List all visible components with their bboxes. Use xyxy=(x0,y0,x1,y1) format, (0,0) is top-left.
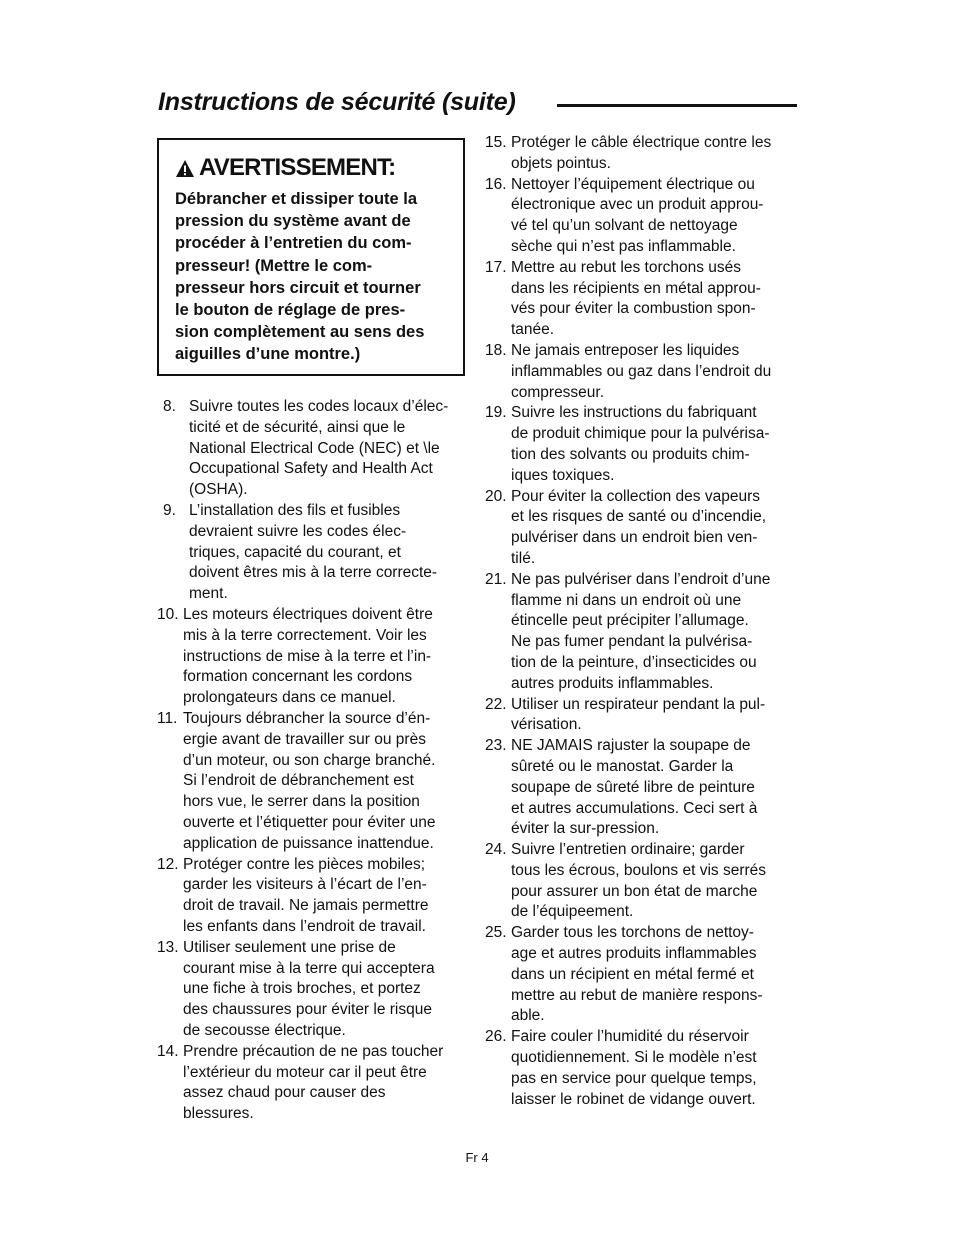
item-text-line: Suivre toutes les codes locaux d’élec- xyxy=(189,398,449,415)
item-text-line: tanée. xyxy=(511,321,555,339)
item-text-line: compresseur. xyxy=(511,383,605,401)
item-text-line: mettre au rebut de manière respons- xyxy=(511,986,763,1004)
item-number: 20. xyxy=(485,487,507,505)
item-text-line: étincelle peut précipiter l’allumage. xyxy=(511,612,749,630)
item-text-line: de secousse électrique. xyxy=(183,1021,346,1039)
title-rule xyxy=(557,104,797,107)
item-text-line: prolongateurs dans ce manuel. xyxy=(183,689,396,707)
item-text xyxy=(511,258,800,341)
warning-text-line: presseur hors circuit et tourner xyxy=(175,278,421,297)
item-text-line: (OSHA). xyxy=(189,481,248,499)
item-text-line: courant mise à la terre qui acceptera xyxy=(183,959,435,977)
warning-heading-row xyxy=(175,154,453,182)
item-text-line: l’extérieur du moteur car il peut être xyxy=(183,1063,427,1081)
item-text-line: vé tel qu’un solvant de nettoyage xyxy=(511,217,738,235)
item-text xyxy=(511,403,800,486)
item-text-line: inflammables ou gaz dans l’endroit du xyxy=(511,362,772,380)
warning-triangle-icon xyxy=(175,159,195,178)
list-item xyxy=(157,397,471,501)
item-text-line: mis à la terre correctement. Voir les xyxy=(183,626,427,644)
list-item xyxy=(485,175,800,258)
warning-text-line: procéder à l’entretien du com- xyxy=(175,234,412,253)
item-text-line: devraient suivre les codes élec- xyxy=(189,522,407,540)
item-text-line: NE JAMAIS rajuster la soupape de xyxy=(511,737,751,755)
item-text-line: électronique avec un produit approu- xyxy=(511,196,764,214)
warning-text-line: Débrancher et dissiper toute la xyxy=(175,190,418,208)
warning-text-line: presseur! (Mettre le com- xyxy=(175,256,373,275)
item-text-line: pulvériser dans un endroit bien ven- xyxy=(511,529,758,547)
item-text-line: pour assurer un bon état de marche xyxy=(511,882,758,900)
item-text-line: Suivre les instructions du fabriquant xyxy=(511,404,757,422)
page-header xyxy=(158,88,798,124)
item-text-line: iques toxiques. xyxy=(511,466,615,484)
item-text-line: Garder tous les torchons de nettoy- xyxy=(511,924,754,942)
item-text xyxy=(511,341,800,403)
item-text-line: tion des solvants ou produits chim- xyxy=(511,445,750,463)
item-text-line: Ne pas fumer pendant la pulvérisa- xyxy=(511,633,753,651)
item-text xyxy=(511,487,800,570)
item-text-line: garder les visiteurs à l’écart de l’en- xyxy=(183,876,427,894)
item-text-line: Faire couler l’humidité du réservoir xyxy=(511,1028,749,1046)
item-text-line: assez chaud pour causer des xyxy=(183,1084,386,1102)
item-text-line: ticité et de sécurité, ainsi que le xyxy=(189,418,406,436)
item-text-line: Les moteurs électriques doivent être xyxy=(183,605,433,623)
item-text-line: ouverte et l’étiquetter pour éviter une xyxy=(183,813,436,831)
list-item xyxy=(157,501,471,605)
list-item xyxy=(157,605,471,709)
item-text-line: able. xyxy=(511,1007,545,1025)
item-text-line: Utiliser seulement une prise de xyxy=(183,938,396,956)
item-text xyxy=(183,1042,471,1125)
item-text-line: Pour éviter la collection des vapeurs xyxy=(511,487,760,505)
item-text xyxy=(511,175,800,258)
item-text-line: hors vue, le serrer dans la position xyxy=(183,793,420,811)
item-text-line: quotidiennement. Si le modèle n’est xyxy=(511,1049,757,1067)
item-text-line: Nettoyer l’équipement électrique ou xyxy=(511,175,755,193)
item-text xyxy=(511,1027,800,1110)
item-text-line: soupape de sûreté libre de peinture xyxy=(511,778,755,796)
item-text xyxy=(189,501,471,605)
item-text xyxy=(511,923,800,1027)
item-text-line: Occupational Safety and Health Act xyxy=(189,460,433,478)
list-item xyxy=(485,258,800,341)
item-text-line: Protéger le câble électrique contre les xyxy=(511,134,772,151)
item-text-line: éviter la sur-pression. xyxy=(511,820,660,838)
list-item xyxy=(157,1042,471,1125)
item-number: 11. xyxy=(157,709,178,727)
item-text-line: dans un récipient en métal fermé et xyxy=(511,965,754,983)
right-column xyxy=(485,133,800,1110)
list-item xyxy=(485,695,800,737)
item-text xyxy=(511,736,800,840)
item-text xyxy=(511,840,800,923)
list-item xyxy=(485,487,800,570)
item-number: 12. xyxy=(157,855,179,873)
item-text-line: National Electrical Code (NEC) et \le xyxy=(189,439,440,457)
item-number: 15. xyxy=(485,134,507,151)
item-text-line: ergie avant de travailler sur ou près xyxy=(183,730,426,748)
item-text-line: droit de travail. Ne jamais permettre xyxy=(183,897,429,915)
item-text-line: sûreté ou le manostat. Garder la xyxy=(511,757,734,775)
item-text-line: tion de la peinture, d’insecticides ou xyxy=(511,653,757,671)
item-text xyxy=(183,855,471,938)
item-text-line: de l’équipeement. xyxy=(511,903,634,921)
item-text-line: pas en service pour quelque temps, xyxy=(511,1069,757,1087)
warning-text-line: sion complètement au sens des xyxy=(175,323,425,342)
warning-box xyxy=(157,138,465,376)
item-text-line: objets pointus. xyxy=(511,154,611,172)
left-column xyxy=(157,397,471,1125)
item-number: 16. xyxy=(485,175,507,193)
item-text xyxy=(511,695,800,737)
item-text xyxy=(511,570,800,695)
item-text-line: application de puissance inattendue. xyxy=(183,834,434,852)
item-text-line: de produit chimique pour la pulvérisa- xyxy=(511,425,770,443)
item-text-line: Protéger contre les pièces mobiles; xyxy=(183,855,426,873)
item-number: 23. xyxy=(485,737,507,755)
item-text-line: L’installation des fils et fusibles xyxy=(189,501,401,519)
item-number: 8. xyxy=(163,398,176,415)
item-text-line: tous les écrous, boulons et vis serrés xyxy=(511,861,767,879)
warning-text-line: aiguilles d’une montre.) xyxy=(175,345,361,364)
item-text-line: d’un moteur, ou son charge branché. xyxy=(183,751,436,769)
list-item xyxy=(157,709,471,855)
item-text-line: une fiche à trois broches, et portez xyxy=(183,980,421,998)
item-text xyxy=(189,397,471,501)
item-text-line: les enfants dans l’endroit de travail. xyxy=(183,917,426,935)
item-number: 19. xyxy=(485,404,507,422)
page-number: Fr 4 xyxy=(465,1150,489,1165)
item-number: 10. xyxy=(157,605,179,623)
item-text-line: autres produits inflammables. xyxy=(511,674,714,692)
list-item xyxy=(485,570,800,695)
item-text xyxy=(183,605,471,709)
list-item xyxy=(485,1027,800,1110)
warning-text-line: le bouton de réglage de pres- xyxy=(175,301,406,320)
item-text-line: age et autres produits inflammables xyxy=(511,945,757,963)
warning-text xyxy=(175,188,453,366)
list-item xyxy=(157,855,471,938)
item-text-line: formation concernant les cordons xyxy=(183,668,413,686)
item-text-line: Toujours débrancher la source d’én- xyxy=(183,709,431,727)
warning-text-line: pression du système avant de xyxy=(175,212,411,231)
item-text-line: ment. xyxy=(189,585,228,603)
item-number: 22. xyxy=(485,695,507,713)
list-item xyxy=(485,736,800,840)
item-text-line: et autres accumulations. Ceci sert à xyxy=(511,799,758,817)
item-text-line: Si l’endroit de débranchement est xyxy=(183,772,414,790)
item-number: 25. xyxy=(485,924,507,942)
list-item xyxy=(485,923,800,1027)
list-item xyxy=(485,403,800,486)
item-number: 21. xyxy=(485,570,507,588)
item-text-line: Ne pas pulvériser dans l’endroit d’une xyxy=(511,570,771,588)
item-text-line: et les risques de santé ou d’incendie, xyxy=(511,508,767,526)
item-number: 17. xyxy=(485,258,507,276)
item-text xyxy=(183,709,471,855)
item-text-line: des chaussures pour éviter le risque xyxy=(183,1001,432,1019)
item-text-line: doivent êtres mis à la terre correcte- xyxy=(189,564,438,582)
item-text xyxy=(511,133,800,175)
item-text xyxy=(183,938,471,1042)
item-number: 13. xyxy=(157,938,179,956)
item-text-line: sèche qui n’est pas inflammable. xyxy=(511,237,736,255)
item-text-line: vérisation. xyxy=(511,716,582,734)
list-item xyxy=(485,341,800,403)
item-text-line: flamme ni dans un endroit où une xyxy=(511,591,742,609)
item-text-line: tilé. xyxy=(511,549,536,567)
item-number: 24. xyxy=(485,841,507,859)
item-text-line: vés pour éviter la combustion spon- xyxy=(511,300,756,318)
item-text-line: Prendre précaution de ne pas toucher xyxy=(183,1042,444,1060)
warning-heading: AVERTISSEMENT: xyxy=(199,154,396,181)
item-text-line: Suivre l’entretien ordinaire; garder xyxy=(511,841,745,859)
item-text-line: Mettre au rebut les torchons usés xyxy=(511,258,742,276)
item-number: 18. xyxy=(485,341,507,359)
item-text-line: instructions de mise à la terre et l’in- xyxy=(183,647,432,665)
page-title: Instructions de sécurité (suite) xyxy=(158,88,516,116)
item-text-line: laisser le robinet de vidange ouvert. xyxy=(511,1090,756,1108)
item-number: 26. xyxy=(485,1028,507,1046)
item-text-line: Utiliser un respirateur pendant la pul- xyxy=(511,695,766,713)
item-number: 14. xyxy=(157,1042,179,1060)
item-text-line: triques, capacité du courant, et xyxy=(189,543,401,561)
item-text-line: Ne jamais entreposer les liquides xyxy=(511,341,740,359)
list-item xyxy=(157,938,471,1042)
item-text-line: blessures. xyxy=(183,1105,254,1123)
list-item xyxy=(485,840,800,923)
list-item xyxy=(485,133,800,175)
item-text-line: dans les récipients en métal approu- xyxy=(511,279,761,297)
item-number: 9. xyxy=(163,501,176,519)
